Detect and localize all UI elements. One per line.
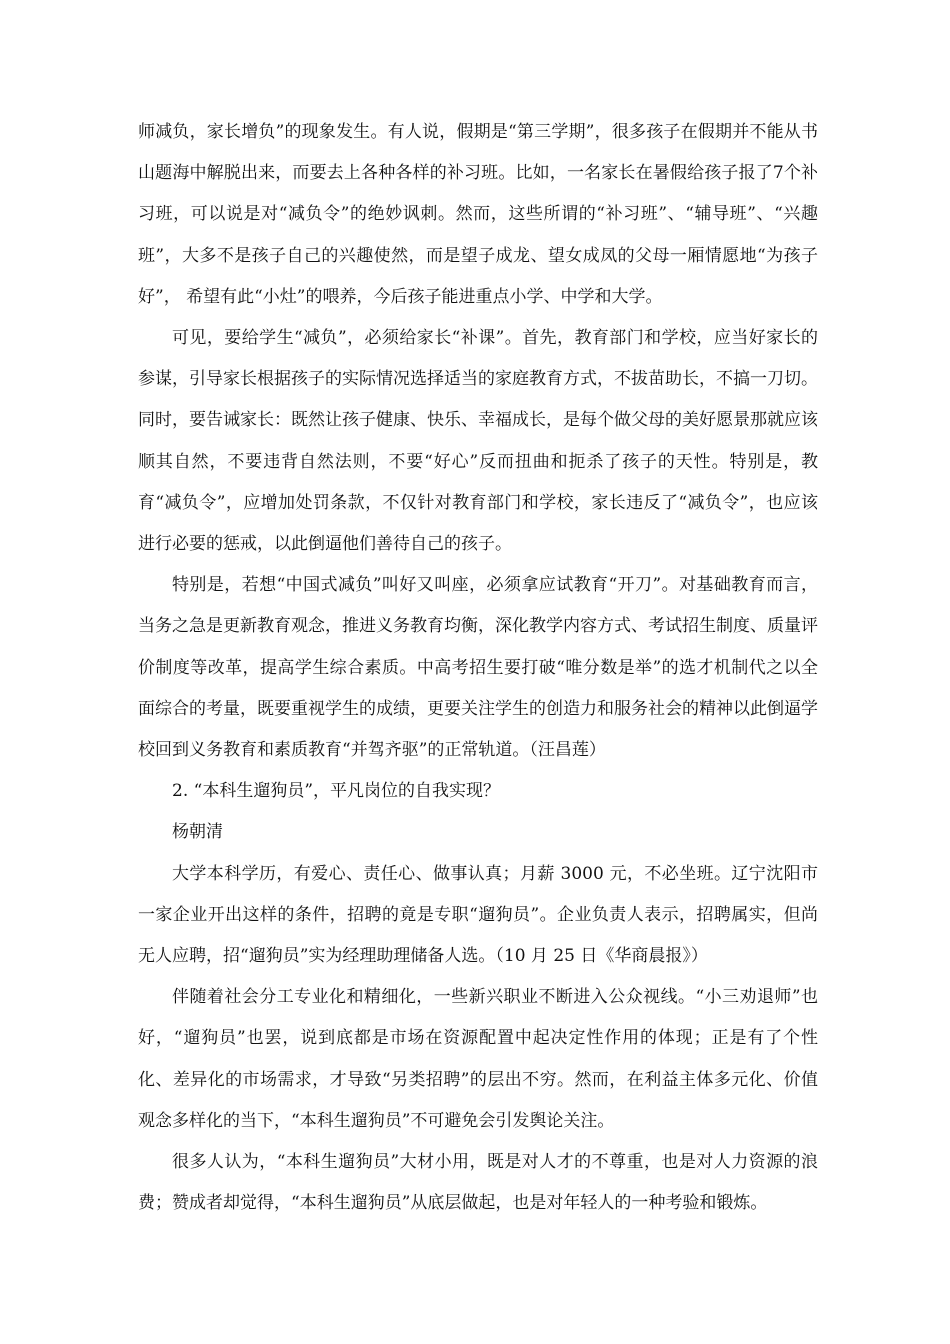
paragraph: 可见，要给学生“减负”，必须给家长“补课”。首先，教育部门和学校，应当好家长的参谋，引导家长根据孩子的实际情况选择适当的家庭教育方式，不拔苗助长，不搞一刀切。同时，要告诫家长：既然让孩子健康、快乐、幸福成长，是每个做父母的美好愿景那就应该顺其自然，不要违背自然法则，不要“好心”反而扭曲和扼杀了孩子的天性。特别是，教育“减负令”，应增加处罚条款，不仅针对教育部门和学校，家长违反了“减负令”，也应该进行必要的惩戒，以此倒逼他们善待自己的孩子。 [138,328,818,555]
paragraph: 大学本科学历，有爱心、责任心、做事认真；月薪 3000 元，不必坐班。辽宁沈阳市一家企业开出这样的条件，招聘的竟是专职“遛狗员”。企业负责人表示，招聘属实，但尚无人应聘，招“遛狗员”实为经理助理储备人选。（10 月 25 日《华商晨报》） [138,863,818,967]
paragraph-continuation: 师减负，家长增负”的现象发生。有人说，假期是“第三学期”，很多孩子在假期并不能从书山题海中解脱出来，而要去上各种各样的补习班。比如，一名家长在暑假给孩子报了7个补习班，可以说是对“减负令”的绝妙讽刺。然而，这些所谓的“补习班”、“辅导班”、“兴趣班”，大多不是孩子自己的兴趣使然，而是望子成龙、望女成凤的父母一厢情愿地“为孩子好”， 希望有此“小灶”的喂养，今后孩子能进重点小学、中学和大学。 [138,122,818,307]
document-body [138,112,818,1224]
section-heading: 2. “本科生遛狗员”，平凡岗位的自我实现？ [172,781,501,802]
paragraph: 很多人认为，“本科生遛狗员”大材小用，既是对人才的不尊重，也是对人力资源的浪费；赞成者却觉得，“本科生遛狗员”从底层做起，也是对年轻人的一种考验和锻炼。 [138,1152,818,1214]
paragraph: 特别是，若想“中国式减负”叫好又叫座，必须拿应试教育“开刀”。对基础教育而言，当务之急是更新教育观念，推进义务教育均衡，深化教学内容方式、考试招生制度、质量评价制度等改革，提高学生综合素质。中高考招生要打破“唯分数是举”的选才机制代之以全面综合的考量，既要重视学生的成绩，更要关注学生的创造力和服务社会的精神以此倒逼学校回到义务教育和素质教育“并驾齐驱”的正常轨道。（汪昌莲） [138,575,818,761]
author-name: 杨朝清 [172,822,223,843]
paragraph: 伴随着社会分工专业化和精细化，一些新兴职业不断进入公众视线。“小三劝退师”也好，“遛狗员”也罢，说到底都是市场在资源配置中起决定性作用的体现；正是有了个性化、差异化的市场需求，才导致“另类招聘”的层出不穷。然而，在利益主体多元化、价值观念多样化的当下，“本科生遛狗员”不可避免会引发舆论关注。 [138,987,818,1131]
